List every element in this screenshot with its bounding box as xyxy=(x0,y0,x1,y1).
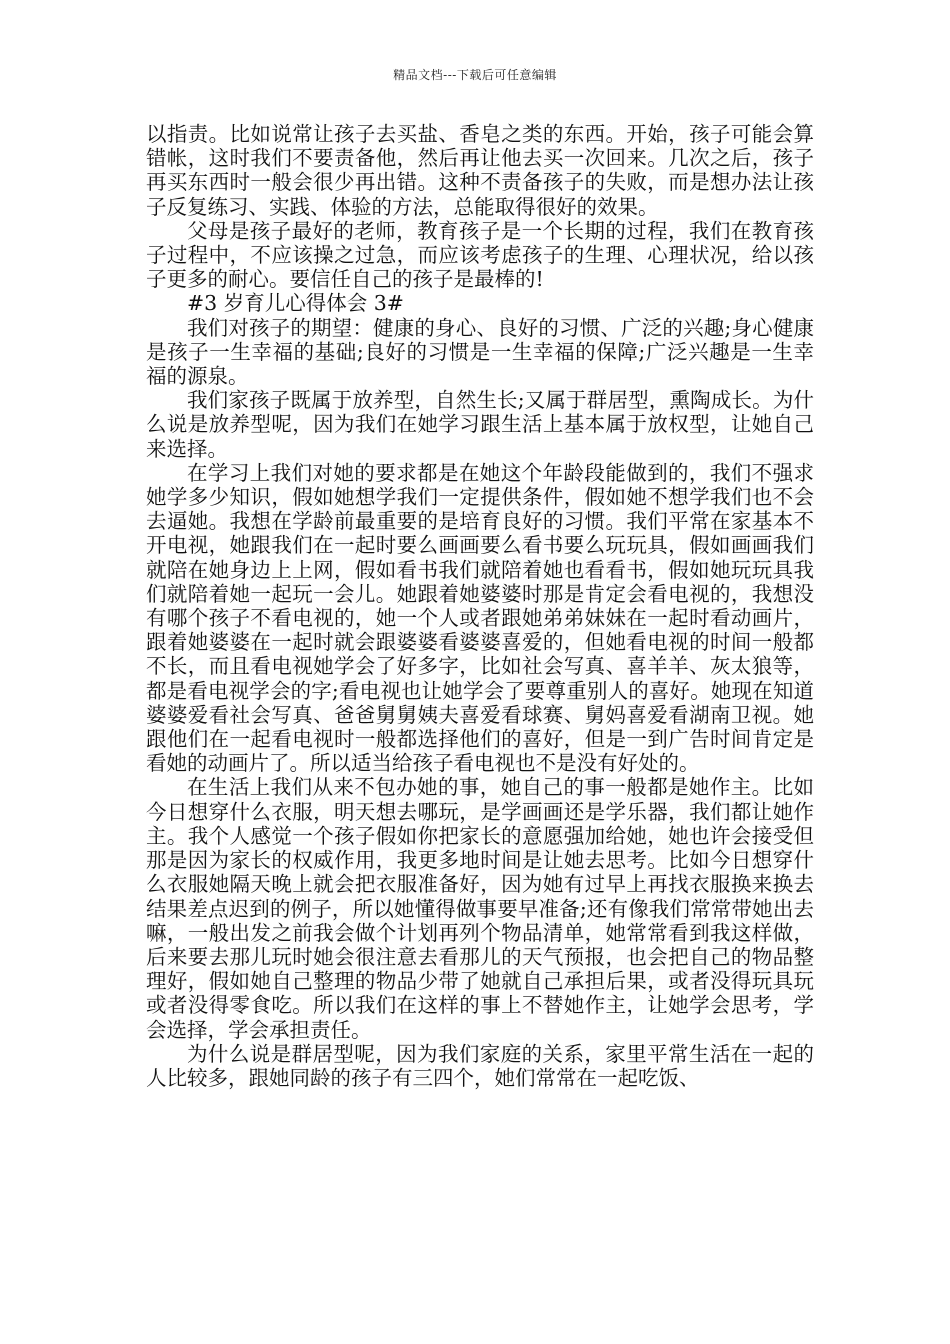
paragraph: 在生活上我们从来不包办她的事，她自己的事一般都是她作主。比如今日想穿什么衣服，明天想去哪玩，是学画画还是学乐器，我们都让她作主。我个人感觉一个孩子假如你把家长的意愿强加给她，她也许会接受但那是因为家长的权威作用，我更多地时间是让她去思考。比如今日想穿什么衣服她隔天晚上就会把衣服准备好，因为她有过早上再找衣服换来换去结果差点迟到的例子，所以她懂得做事要早准备;还有像我们常常带她出去嘛，一般出发之前我会做个计划再列个物品清单，她常常看到我这样做，后来要去那儿玩时她会很注意去看那儿的天气预报，也会把自己的物品整理好，假如她自己整理的物品少带了她就自己承担后果，或者没得玩具玩或者没得零食吃。所以我们在这样的事上不替她作主，让她学会思考，学会选择，学会承担责任。 xyxy=(146,775,814,1042)
page-header: 精品文档---下载后可任意编辑 xyxy=(393,68,557,82)
paragraph: 以指责。比如说常让孩子去买盐、香皂之类的东西。开始，孩子可能会算错帐，这时我们不要责备他，然后再让他去买一次回来。几次之后，孩子再买东西时一般会很少再出错。这种不责备孩子的失败，而是想办法让孩子反复练习、实践、体验的方法，总能取得很好的效果。 xyxy=(146,122,814,219)
document-body xyxy=(146,122,814,1090)
section-heading: #3 岁育儿心得体会 3# xyxy=(187,291,404,316)
paragraph: 我们家孩子既属于放养型，自然生长;又属于群居型，熏陶成长。为什么说是放养型呢，因为我们在她学习跟生活上基本属于放权型，让她自己来选择。 xyxy=(146,388,814,461)
paragraph: 为什么说是群居型呢，因为我们家庭的关系，家里平常生活在一起的人比较多，跟她同龄的孩子有三四个，她们常常在一起吃饭、 xyxy=(146,1041,814,1090)
paragraph: 我们对孩子的期望：健康的身心、良好的习惯、广泛的兴趣;身心健康是孩子一生幸福的基础;良好的习惯是一生幸福的保障;广泛兴趣是一生幸福的源泉。 xyxy=(146,315,814,389)
paragraph: 在学习上我们对她的要求都是在她这个年龄段能做到的，我们不强求她学多少知识，假如她想学我们一定提供条件，假如她不想学我们也不会去逼她。我想在学龄前最重要的是培育良好的习惯。我们平常在家基本不开电视，她跟我们在一起时要么画画要么看书要么玩玩具，假如画画我们就陪在她身边上上网，假如看书我们就陪着她也看看书，假如她玩玩具我们就陪着她一起玩一会儿。她跟着她婆婆时那是肯定会看电视的，我想没有哪个孩子不看电视的，她一个人或者跟她弟弟妹妹在一起时看动画片，跟着她婆婆在一起时就会跟婆婆看婆婆喜爱的，但她看电视的时间一般都不长，而且看电视她学会了好多字，比如社会写真、喜羊羊、灰太狼等，都是看电视学会的字;看电视也让她学会了要尊重别人的喜好。她现在知道婆婆爱看社会写真、爸爸舅舅姨夫喜爱看球赛、舅妈喜爱看湖南卫视。她跟他们在一起看电视时一般都选择他们的喜好，但是一到广告时间肯定是看她的动画片了。所以适当给孩子看电视也不是没有好处的。 xyxy=(146,460,814,776)
paragraph: 父母是孩子最好的老师，教育孩子是一个长期的过程，我们在教育孩子过程中，不应该操之过急，而应该考虑孩子的生理、心理状况，给以孩子更多的耐心。要信任自己的孩子是最棒的! xyxy=(146,218,814,292)
